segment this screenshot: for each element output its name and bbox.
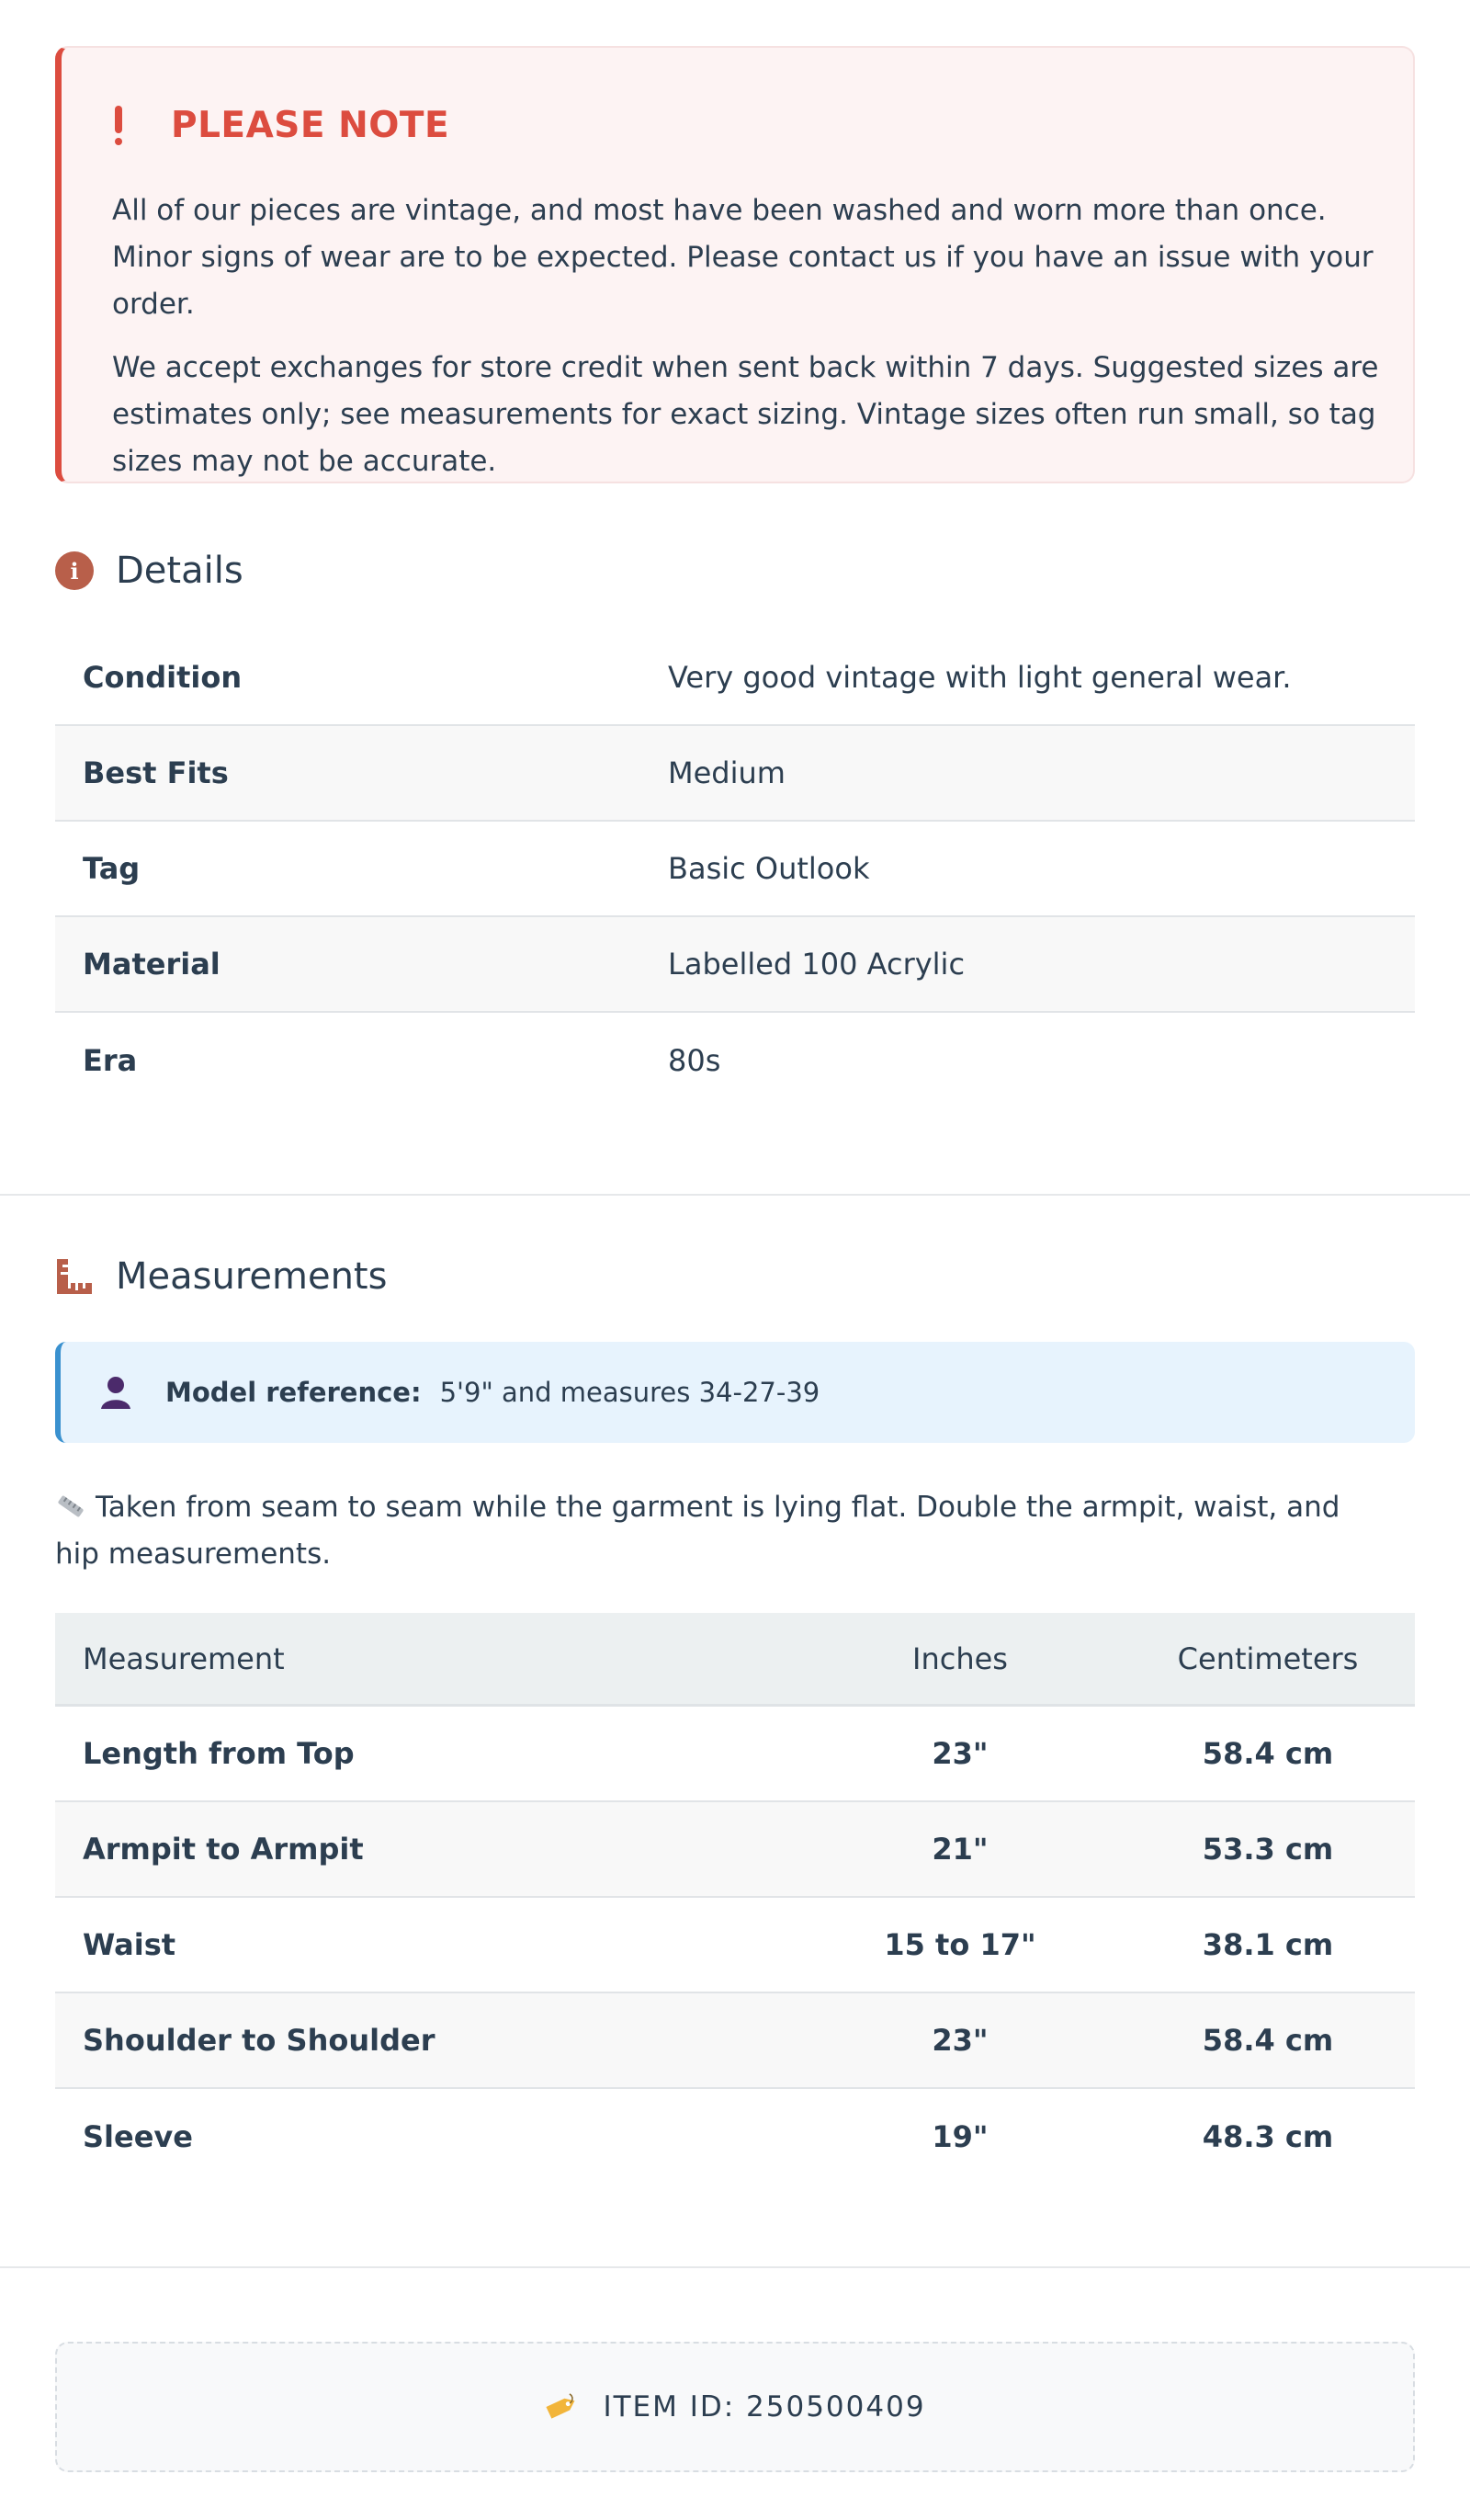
measurement-cm: 58.4 cm — [1202, 1736, 1334, 1771]
column-header: Inches — [912, 1640, 1008, 1676]
notice-header — [112, 105, 449, 146]
table-row — [55, 1993, 1415, 2089]
measurement-note-text: Taken from seam to seam while the garment is lying flat. Double the armpit, waist, and hip measurements. — [55, 1491, 1340, 1571]
details-row — [55, 726, 1415, 822]
table-row — [55, 1707, 1415, 1802]
item-id-box — [55, 2342, 1415, 2472]
measurements-header — [55, 1255, 387, 1298]
details-row — [55, 822, 1415, 917]
measurement-note — [55, 1484, 1360, 1578]
measurement-name: Waist — [83, 1927, 176, 1962]
model-label: Model reference: — [165, 1377, 422, 1408]
details-value: Labelled 100 Acrylic — [668, 947, 966, 982]
model-reference — [55, 1342, 1415, 1443]
measurement-inches: 15 to 17" — [884, 1927, 1036, 1962]
details-value: Very good vintage with light general wear. — [668, 660, 1292, 695]
table-header-row — [55, 1613, 1415, 1707]
notice-body — [112, 187, 1394, 485]
section-divider — [0, 2266, 1470, 2268]
column-header: Centimeters — [1177, 1640, 1359, 1676]
item-id: ITEM ID: 250500409 — [603, 2390, 926, 2424]
info-icon: i — [55, 551, 94, 590]
details-row — [55, 1013, 1415, 1108]
details-label: Tag — [83, 851, 141, 886]
measurements-title: Measurements — [116, 1255, 388, 1298]
measurement-name: Length from Top — [83, 1736, 355, 1771]
measurements-table — [55, 1613, 1415, 2185]
details-value: 80s — [668, 1043, 721, 1078]
measurement-inches: 19" — [932, 2119, 989, 2154]
exclamation-icon — [112, 106, 125, 146]
tag-icon — [544, 2393, 579, 2421]
pencil-icon — [55, 1493, 86, 1519]
measurement-cm: 48.3 cm — [1202, 2119, 1334, 2154]
notice-title: PLEASE NOTE — [171, 105, 450, 146]
details-label: Best Fits — [83, 755, 229, 790]
measurement-name: Sleeve — [83, 2119, 193, 2154]
details-row — [55, 917, 1415, 1013]
table-row — [55, 1802, 1415, 1898]
notice-paragraph: All of our pieces are vintage, and most have been washed and worn more than once. Minor signs of wear are to be expected. Please contact us if you have an issue with your order. — [112, 194, 1374, 321]
details-table — [55, 630, 1415, 1108]
table-row — [55, 2089, 1415, 2185]
details-label: Material — [83, 947, 220, 982]
notice-paragraph: We accept exchanges for store credit when sent back within 7 days. Suggested sizes are estimates only; see measurements for exact sizing. Vintage sizes often run small, so tag sizes may not be accurate. — [112, 351, 1379, 478]
details-row — [55, 630, 1415, 726]
column-header: Measurement — [83, 1640, 285, 1676]
measurement-cm: 53.3 cm — [1202, 1832, 1334, 1867]
measurement-cm: 38.1 cm — [1202, 1927, 1334, 1962]
section-divider — [0, 1194, 1470, 1196]
details-value: Basic Outlook — [668, 851, 870, 886]
details-label: Condition — [83, 660, 243, 695]
model-value: 5'9" and measures 34-27-39 — [439, 1377, 820, 1408]
measurement-name: Armpit to Armpit — [83, 1832, 364, 1867]
details-label: Era — [83, 1043, 138, 1078]
measurement-name: Shoulder to Shoulder — [83, 2023, 435, 2058]
measurement-inches: 21" — [932, 1832, 989, 1867]
measurement-cm: 58.4 cm — [1202, 2023, 1334, 2058]
person-icon — [99, 1375, 132, 1410]
details-value: Medium — [668, 755, 786, 790]
table-row — [55, 1898, 1415, 1993]
notice-box — [55, 46, 1415, 483]
measurement-inches: 23" — [932, 1736, 989, 1771]
ruler-icon — [55, 1257, 94, 1296]
measurement-inches: 23" — [932, 2023, 989, 2058]
details-title: Details — [116, 550, 243, 592]
details-header — [55, 550, 243, 592]
